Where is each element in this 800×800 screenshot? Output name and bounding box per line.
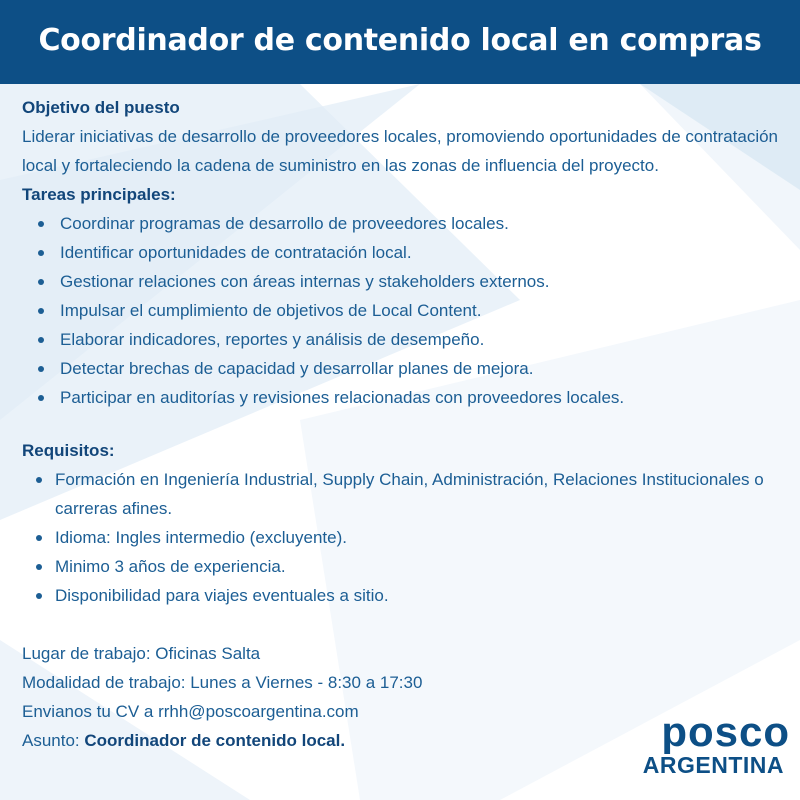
list-item: Participar en auditorías y revisiones relacionadas con proveedores locales. (22, 383, 782, 412)
bullet-icon (38, 221, 44, 227)
objective-heading: Objetivo del puesto (22, 98, 180, 117)
list-item: Coordinar programas de desarrollo de proveedores locales. (22, 209, 782, 238)
bullet-icon (38, 366, 44, 372)
list-item: Minimo 3 años de experiencia. (22, 552, 782, 581)
list-item: Idioma: Ingles intermedio (excluyente). (22, 523, 782, 552)
send-cv-text: Envianos tu CV a rrhh@poscoargentina.com (22, 702, 359, 721)
bullet-icon (38, 395, 44, 401)
job-description (22, 93, 782, 755)
bullet-icon (38, 308, 44, 314)
bullet-icon (38, 279, 44, 285)
bullet-icon (38, 337, 44, 343)
subject-label: Asunto: (22, 731, 85, 750)
bullet-icon (36, 477, 42, 483)
bullet-icon (36, 593, 42, 599)
posco-argentina-logo (612, 712, 792, 779)
bullet-icon (36, 535, 42, 541)
objective-text: Liderar iniciativas de desarrollo de proveedores locales, promoviendo oportunidades de contratación local y fortaleciendo la cadena de suministro en las zonas de influencia del proyecto. (22, 127, 779, 175)
page-title: Coordinador de contenido local en compras (38, 22, 762, 58)
workplace-text: Lugar de trabajo: Oficinas Salta (22, 644, 261, 663)
list-item: Impulsar el cumplimiento de objetivos de Local Content. (22, 296, 782, 325)
bullet-icon (36, 564, 42, 570)
logo-country: ARGENTINA (642, 752, 784, 778)
list-item: Detectar brechas de capacidad y desarrollar planes de mejora. (22, 354, 782, 383)
subject-value: Coordinador de contenido local. (84, 731, 346, 750)
requirements-heading: Requisitos: (22, 441, 115, 460)
list-item: Elaborar indicadores, reportes y análisis de desempeño. (22, 325, 782, 354)
tasks-heading: Tareas principales: (22, 185, 176, 204)
title-banner (0, 0, 800, 84)
svg-text:posco: posco (661, 712, 790, 754)
posco-logo-icon (642, 712, 792, 754)
list-item: Identificar oportunidades de contratación local. (22, 238, 782, 267)
tasks-list (22, 209, 782, 412)
list-item: Disponibilidad para viajes eventuales a sitio. (22, 581, 782, 610)
list-item: Gestionar relaciones con áreas internas y stakeholders externos. (22, 267, 782, 296)
list-item: Formación en Ingeniería Industrial, Supply Chain, Administración, Relaciones Institucionales o carreras afines. (22, 465, 782, 523)
bullet-icon (38, 250, 44, 256)
schedule-text: Modalidad de trabajo: Lunes a Viernes - 8:30 a 17:30 (22, 673, 423, 692)
requirements-list (22, 465, 782, 610)
